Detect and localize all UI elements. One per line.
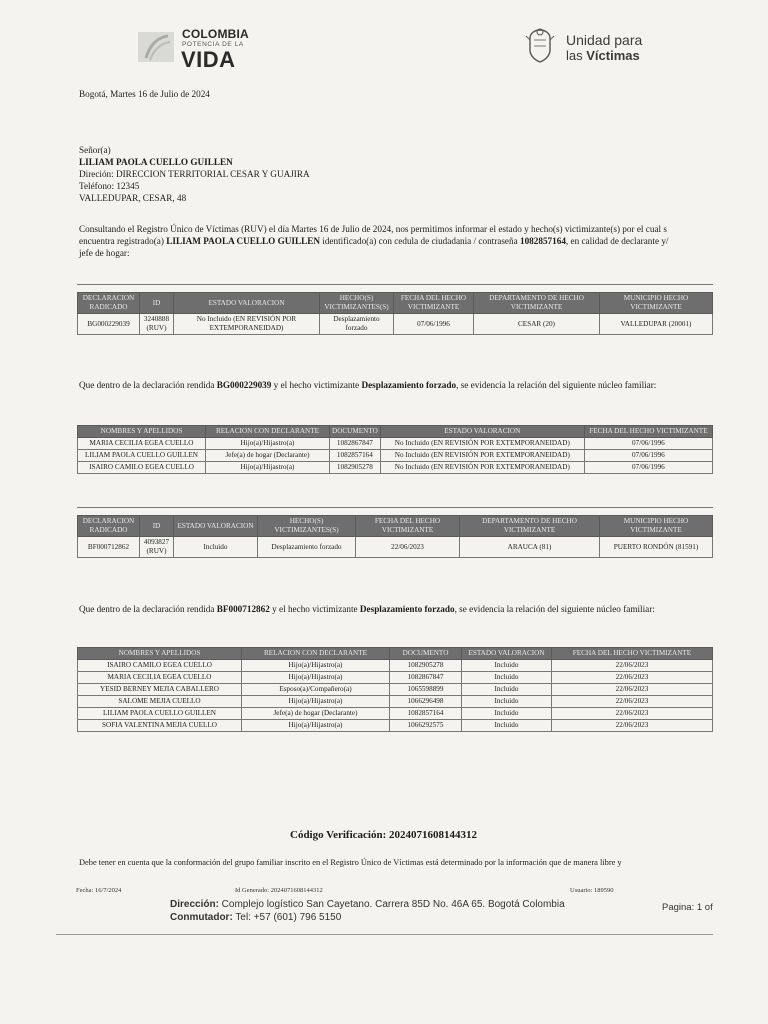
- family-table-2: [77, 647, 713, 732]
- footer-divider: [56, 934, 713, 935]
- colombia-logo: [138, 24, 258, 74]
- cell: Hijo(a)/Hijastro(a): [242, 660, 390, 672]
- footer-phone: [170, 912, 341, 924]
- cell: SOFIA VALENTINA MEJIA CUELLO: [78, 720, 242, 732]
- cell: 1082857164: [330, 450, 381, 462]
- cell: Incluido: [462, 660, 552, 672]
- salutation: Señor(a): [79, 145, 111, 155]
- header-cell: DOCUMENTO: [390, 648, 462, 660]
- table-row: [78, 708, 713, 720]
- header-cell: DECLARACION RADICADO: [78, 293, 140, 314]
- logo-las-text: las: [566, 48, 587, 63]
- logo-colombia-text: COLOMBIA: [182, 27, 249, 41]
- family-table-1: [77, 425, 713, 474]
- family-intro-2: [79, 603, 719, 615]
- header-cell: NOMBRES Y APELLIDOS: [78, 648, 242, 660]
- cell: 1082905278: [390, 660, 462, 672]
- family-intro-text-a: Que dentro de la declaración rendida: [79, 604, 217, 614]
- header-cell: ESTADO VALORACION: [462, 648, 552, 660]
- header-cell: DOCUMENTO: [330, 426, 381, 438]
- cell: Desplazamiento forzado: [320, 314, 394, 335]
- header-cell: ID: [140, 516, 174, 537]
- logo-unidad-text: Unidad para: [566, 32, 643, 48]
- intro-name: LILIAM PAOLA CUELLO GUILLEN: [166, 236, 320, 246]
- header-cell: FECHA DEL HECHO VICTIMIZANTE: [552, 648, 713, 660]
- declaration-table-1: [77, 292, 713, 335]
- family-intro-text-b: y el hecho victimizante: [271, 380, 362, 390]
- cell: 07/06/1996: [584, 450, 712, 462]
- cell: 1066292575: [390, 720, 462, 732]
- header-cell: ESTADO VALORACION: [380, 426, 584, 438]
- cell: 07/06/1996: [394, 314, 474, 335]
- recipient-name: LILIAM PAOLA CUELLO GUILLEN: [79, 157, 233, 167]
- family-intro-text-a: Que dentro de la declaración rendida: [79, 380, 217, 390]
- logo-victimas-bold: Víctimas: [586, 48, 640, 63]
- cell: 22/06/2023: [552, 684, 713, 696]
- cell: 1082867847: [330, 438, 381, 450]
- table-header-row: [78, 426, 713, 438]
- table-row: [78, 660, 713, 672]
- cell: 22/06/2023: [356, 537, 460, 558]
- table-row: [78, 438, 713, 450]
- cell: No Incluido (EN REVISIÓN POR EXTEMPORANEIDAD): [380, 450, 584, 462]
- cell: Incluido: [462, 696, 552, 708]
- cell: MARIA CECILIA EGEA CUELLO: [78, 438, 206, 450]
- cell: ISAIRO CAMILO EGEA CUELLO: [78, 462, 206, 474]
- table-row: [78, 537, 713, 558]
- family-intro-decl: BF000712862: [216, 604, 270, 614]
- address-label: Dirección:: [170, 899, 219, 910]
- footer-usuario: Usuario: 189590: [570, 887, 614, 894]
- table-row: [78, 462, 713, 474]
- footer-id-generado: Id Generado: 2024071608144312: [235, 887, 323, 894]
- header-cell: RELACION CON DECLARANTE: [206, 426, 330, 438]
- header-cell: FECHA DEL HECHO VICTIMIZANTE: [394, 293, 474, 314]
- cell: 3240888 (RUV): [140, 314, 174, 335]
- cell: 1082857164: [390, 708, 462, 720]
- cell: Hijo(a)/Hijastro(a): [242, 672, 390, 684]
- page-number: Pagina: 1 of: [662, 902, 713, 913]
- coat-of-arms-icon: [520, 26, 560, 66]
- cell: 1066296498: [390, 696, 462, 708]
- family-intro-1: [79, 379, 719, 391]
- cell: BG000229039: [78, 314, 140, 335]
- cell: Esposo(a)/Compañero(a): [242, 684, 390, 696]
- table-row: [78, 672, 713, 684]
- table-header-row: [78, 293, 713, 314]
- table-header-row: [78, 648, 713, 660]
- cell: Incluido: [462, 684, 552, 696]
- header-cell: DEPARTAMENTO DE HECHO VICTIMIZANTE: [474, 293, 600, 314]
- cell: LILIAM PAOLA CUELLO GUILLEN: [78, 450, 206, 462]
- recipient-city: VALLEDUPAR, CESAR, 48: [79, 193, 187, 203]
- header-cell: DECLARACION RADICADO: [78, 516, 140, 537]
- unidad-victimas-logo: [520, 24, 660, 69]
- cell: Hijo(a)/Hijastro(a): [206, 438, 330, 450]
- cell: YESID BERNEY MEJIA CABALLERO: [78, 684, 242, 696]
- table-row: [78, 314, 713, 335]
- recipient-phone: Teléfono: 12345: [79, 181, 140, 191]
- cell: 22/06/2023: [552, 708, 713, 720]
- cell: 07/06/1996: [584, 438, 712, 450]
- table-row: [78, 684, 713, 696]
- family-intro-text-c: , se evidencia la relación del siguiente núcleo familiar:: [454, 604, 655, 614]
- cell: Incluido: [462, 708, 552, 720]
- cell: 4093827 (RUV): [140, 537, 174, 558]
- cell: Hijo(a)/Hijastro(a): [242, 720, 390, 732]
- date-line: Bogotá, Martes 16 de Julio de 2024: [79, 89, 210, 99]
- cell: 22/06/2023: [552, 696, 713, 708]
- table-row: [78, 696, 713, 708]
- cell: Incluido: [462, 720, 552, 732]
- phone-value: Tel: +57 (601) 796 5150: [232, 912, 342, 923]
- header-cell: MUNICIPIO HECHO VICTIMIZANTE: [600, 516, 713, 537]
- cell: 1065598899: [390, 684, 462, 696]
- family-intro-text-c: , se evidencia la relación del siguiente núcleo familiar:: [456, 380, 657, 390]
- cell: MARIA CECILIA EGEA CUELLO: [78, 672, 242, 684]
- footer-address: [170, 899, 565, 911]
- cell: VALLEDUPAR (20001): [600, 314, 713, 335]
- header-cell: HECHO(S) VICTIMIZANTES(S): [320, 293, 394, 314]
- divider: [77, 507, 713, 508]
- logo-potencia-text: POTENCIA DE LA: [182, 41, 244, 48]
- header-cell: MUNICIPIO HECHO VICTIMIZANTE: [600, 293, 713, 314]
- cell: LILIAM PAOLA CUELLO GUILLEN: [78, 708, 242, 720]
- phone-label: Conmutador:: [170, 912, 233, 923]
- divider: [77, 284, 713, 285]
- header-cell: ID: [140, 293, 174, 314]
- cell: 22/06/2023: [552, 660, 713, 672]
- table-header-row: [78, 516, 713, 537]
- intro-text-a: encuentra registrado(a): [79, 236, 167, 246]
- header-cell: HECHO(S) VICTIMIZANTES(S): [258, 516, 356, 537]
- cell: Desplazamiento forzado: [258, 537, 356, 558]
- cell: 22/06/2023: [552, 720, 713, 732]
- cell: ISAIRO CAMILO EGEA CUELLO: [78, 660, 242, 672]
- intro-text-c: , en calidad de declarante y/: [565, 236, 669, 246]
- header-cell: DEPARTAMENTO DE HECHO VICTIMIZANTE: [460, 516, 600, 537]
- family-intro-decl: BG000229039: [216, 380, 272, 390]
- intro-line-3: jefe de hogar:: [79, 248, 130, 258]
- cell: Hijo(a)/Hijastro(a): [242, 696, 390, 708]
- cell: 1082905278: [330, 462, 381, 474]
- header-cell: FECHA DEL HECHO VICTIMIZANTE: [584, 426, 712, 438]
- declaration-table-2: [77, 515, 713, 558]
- footer-date: Fecha: 16/7/2024: [76, 887, 122, 894]
- family-notice: Debe tener en cuenta que la conformación del grupo familiar inscrito en el Registro Único de Víctimas está determinado por la información que de manera libre y: [79, 858, 622, 867]
- cell: 22/06/2023: [552, 672, 713, 684]
- cell: CESAR (20): [474, 314, 600, 335]
- cell: Jefe(a) de hogar (Declarante): [206, 450, 330, 462]
- logo-victimas-text: [566, 48, 640, 63]
- table-row: [78, 720, 713, 732]
- cell: No Incluido (EN REVISIÓN POR EXTEMPORANEIDAD): [380, 462, 584, 474]
- intro-document: 1082857164: [519, 236, 566, 246]
- intro-text-b: identificado(a) con cedula de ciudadania / contraseña: [319, 236, 520, 246]
- family-intro-text-b: y el hecho victimizante: [269, 604, 360, 614]
- header-cell: ESTADO VALORACION: [174, 293, 320, 314]
- cell: SALOME MEJIA CUELLO: [78, 696, 242, 708]
- header-cell: RELACION CON DECLARANTE: [242, 648, 390, 660]
- cell: Hijo(a)/Hijastro(a): [206, 462, 330, 474]
- cell: Jefe(a) de hogar (Declarante): [242, 708, 390, 720]
- cell: PUERTO RONDÓN (81591): [600, 537, 713, 558]
- cell: Incluido: [462, 672, 552, 684]
- cell: ARAUCA (81): [460, 537, 600, 558]
- cell: 07/06/1996: [584, 462, 712, 474]
- cell: Incluido: [174, 537, 258, 558]
- recipient-address: Direción: DIRECCION TERRITORIAL CESAR Y GUAJIRA: [79, 169, 310, 179]
- colombia-emblem-icon: [138, 28, 178, 68]
- verification-code: Código Verificación: 2024071608144312: [290, 829, 477, 841]
- intro-line-2: [79, 235, 713, 247]
- cell: BF000712862: [78, 537, 140, 558]
- logo-vida-text: VIDA: [181, 47, 236, 72]
- header-cell: ESTADO VALORACION: [174, 516, 258, 537]
- cell: No Incluido (EN REVISIÓN POR EXTEMPORANEIDAD): [380, 438, 584, 450]
- header-cell: NOMBRES Y APELLIDOS: [78, 426, 206, 438]
- address-value: Complejo logístico San Cayetano. Carrera 85D No. 46A 65. Bogotá Colombia: [218, 899, 565, 910]
- intro-line-1: Consultando el Registro Único de Víctimas (RUV) el día Martes 16 de Julio de 2024, nos permitimos informar el estado y hecho(s) victimizante(s) por el cual s: [79, 224, 667, 234]
- header-cell: FECHA DEL HECHO VICTIMIZANTE: [356, 516, 460, 537]
- family-intro-hecho: Desplazamiento forzado: [359, 604, 455, 614]
- table-row: [78, 450, 713, 462]
- family-intro-hecho: Desplazamiento forzado: [361, 380, 457, 390]
- cell: 1082867847: [390, 672, 462, 684]
- cell: No Incluido (EN REVISIÓN POR EXTEMPORANEIDAD): [174, 314, 320, 335]
